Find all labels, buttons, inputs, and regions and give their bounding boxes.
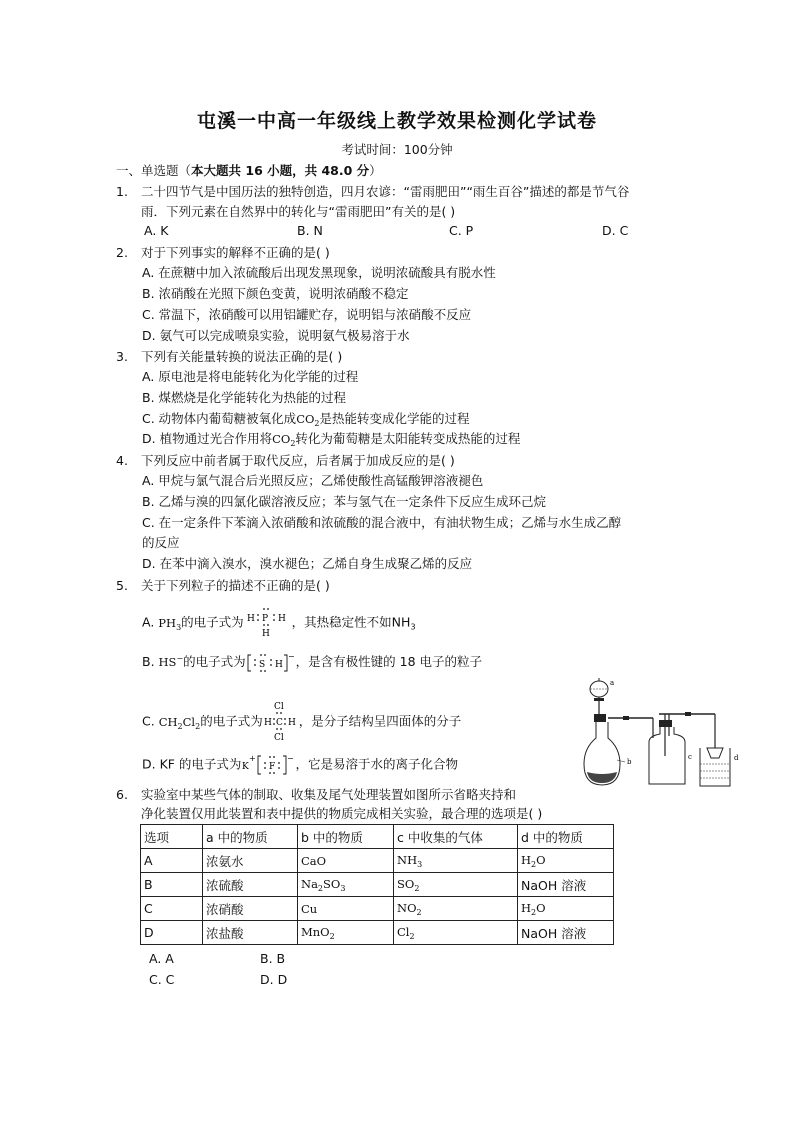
header-cell: d 中的物质	[518, 825, 614, 849]
q4-option-a[interactable]: A. 甲烷与氯气混合后光照反应；乙烯使酸性高锰酸钾溶液褪色	[142, 473, 484, 488]
ph3-lewis-structure	[245, 606, 291, 640]
svg-text:H: H	[263, 718, 272, 728]
q2-option-d[interactable]: D. 氨气可以完成喷泉实验，说明氨气极易溶于水	[142, 328, 410, 343]
bottle-c	[649, 712, 701, 784]
q1-choice-a[interactable]: A. K	[144, 223, 169, 238]
svg-text:P: P	[261, 614, 268, 624]
q4-number: 4.	[116, 453, 128, 468]
q3-option-d[interactable]: D. 植物通过光合作用将$CO_2$转化为葡萄糖是太阳能转变成热能的过程	[142, 431, 521, 448]
q6-choice-c[interactable]: C. C	[149, 972, 175, 987]
exam-title: 屯溪一中高一年级线上教学效果检测化学试卷	[196, 110, 597, 132]
q4-option-c-line2[interactable]: 的反应	[142, 535, 180, 550]
svg-text:K: K	[242, 762, 250, 772]
q4-option-b[interactable]: B. 乙烯与溴的四氯化碳溶液反应；苯与氢气在一定条件下反应生成环己烷	[142, 494, 547, 509]
header-cell: a 中的物质	[203, 825, 298, 849]
header-cell: b 中的物质	[298, 825, 394, 849]
svg-text:a: a	[610, 679, 615, 687]
svg-text:+: +	[249, 754, 257, 763]
ph3-formula: $PH_3$	[158, 615, 182, 632]
table-header-row	[141, 825, 614, 849]
section-header: 一、单选题（本大题共 16 小题，共 48.0 分）	[116, 163, 382, 178]
svg-text:d: d	[734, 754, 739, 762]
svg-text:c: c	[688, 753, 692, 761]
svg-text:H: H	[261, 629, 270, 639]
svg-text:F: F	[269, 762, 276, 772]
q3-option-c[interactable]: C. 动物体内葡萄糖被氧化成$CO_2$是热能转变成化学能的过程	[142, 411, 470, 428]
header-cell: 选项	[141, 825, 203, 849]
hs-formula: HS−	[158, 654, 184, 669]
q2-number: 2.	[116, 245, 128, 260]
q1-stem-line2: 雨．下列元素在自然界中的转化与“雷雨肥田”有关的是( )	[141, 204, 456, 219]
q6-stem-line2: 净化装置仅用此装置和表中提供的物质完成相关实验，最合理的选项是( )	[141, 806, 543, 821]
hs-lewis-structure	[247, 652, 295, 674]
q5-option-a[interactable]: A. $PH_3$的电子式为 H P H H ，其热稳定性不如$NH_3$	[142, 606, 416, 640]
q1-choice-c[interactable]: C. P	[449, 223, 474, 238]
q1-number: 1.	[116, 184, 128, 199]
q6-choice-d[interactable]: D. D	[260, 972, 288, 987]
q6-stem-line1: 实验室中某些气体的制取、收集及尾气处理装置如图所示省略夹持和	[141, 787, 517, 802]
q5-option-b[interactable]: B. HS−的电子式为 S H − ，是含有极性键的 18 电子的粒子	[142, 648, 482, 674]
q3-option-a[interactable]: A. 原电池是将电能转化为化学能的过程	[142, 369, 359, 384]
q2-stem: 对于下列事实的解释不正确的是( )	[141, 245, 330, 260]
svg-text:H: H	[246, 614, 255, 624]
q5-number: 5.	[116, 578, 128, 593]
q3-number: 3.	[116, 349, 128, 364]
svg-text:C: C	[275, 718, 283, 728]
q6-number: 6.	[116, 787, 128, 802]
table-row: A 浓氨水 CaO $NH_3$ $H_2O$	[141, 849, 614, 873]
co2-formula: $CO_2$	[272, 432, 296, 448]
q2-option-b[interactable]: B. 浓硝酸在光照下颜色变黄，说明浓硝酸不稳定	[142, 286, 409, 301]
svg-text:b: b	[627, 758, 632, 766]
q4-stem: 下列反应中前者属于取代反应，后者属于加成反应的是( )	[141, 453, 455, 468]
q5-stem: 关于下列粒子的描述不正确的是( )	[141, 578, 330, 593]
svg-text:Cl: Cl	[273, 702, 284, 712]
svg-text:−: −	[287, 754, 295, 763]
q4-option-d[interactable]: D. 在苯中滴入溴水，溴水褪色；乙烯自身生成聚乙烯的反应	[142, 556, 473, 571]
q6-choice-b[interactable]: B. B	[260, 951, 286, 966]
q4-option-c-line1[interactable]: C. 在一定条件下苯滴入浓硝酸和浓硫酸的混合液中，有油状物生成；乙烯与水生成乙醇	[142, 515, 622, 530]
q1-choice-d[interactable]: D. C	[602, 223, 629, 238]
q1-stem-line1: 二十四节气是中国历法的独特创造，四月农谚：“雷雨肥田”“雨生百谷”描述的都是节气谷	[141, 184, 630, 199]
table-row: D 浓盐酸 MnO$_2$ $Cl_2$ NaOH 溶液	[141, 921, 614, 945]
svg-text:S: S	[258, 659, 265, 670]
svg-text:Cl: Cl	[273, 733, 284, 743]
ch2cl2-formula: $CH_2Cl_2$	[158, 714, 201, 731]
q1-choice-b[interactable]: B. N	[297, 223, 323, 238]
q5-option-d[interactable]: D. KF 的电子式为 K + F − ，它是易溶于水的离子化合物	[142, 753, 458, 777]
header-cell: c 中收集的气体	[394, 825, 518, 849]
q6-choice-a[interactable]: A. A	[149, 951, 174, 966]
q6-table	[140, 824, 614, 945]
exam-time: 考试时间：100分钟	[341, 142, 453, 157]
svg-text:H: H	[287, 718, 296, 728]
gas-apparatus-figure	[583, 676, 783, 791]
q3-option-b[interactable]: B. 煤燃烧是化学能转化为热能的过程	[142, 390, 347, 405]
table-row: B 浓硫酸 $Na_2SO_3$ $SO_2$ NaOH 溶液	[141, 873, 614, 897]
q2-option-a[interactable]: A. 在蔗糖中加入浓硫酸后出现发黑现象，说明浓硫酸具有脱水性	[142, 265, 496, 280]
q2-option-c[interactable]: C. 常温下，浓硝酸可以用铝罐贮存，说明铝与浓硝酸不反应	[142, 307, 472, 322]
kf-lewis-structure	[242, 753, 294, 777]
svg-text:−: −	[287, 651, 295, 661]
flask-b	[584, 714, 653, 785]
beaker-d	[700, 714, 739, 786]
ch2cl2-lewis-structure	[264, 700, 298, 744]
q3-stem: 下列有关能量转换的说法正确的是( )	[141, 349, 343, 364]
svg-text:H: H	[277, 614, 286, 624]
co2-formula: $CO_2$	[296, 412, 320, 428]
separatory-funnel	[590, 678, 614, 714]
table-row: C 浓硝酸 Cu $NO_2$ $H_2O$	[141, 897, 614, 921]
svg-text:H: H	[274, 659, 283, 670]
q5-option-c[interactable]: C. $CH_2Cl_2$的电子式为 Cl H C H Cl ，是分子结构呈四面体的分子	[142, 702, 462, 743]
